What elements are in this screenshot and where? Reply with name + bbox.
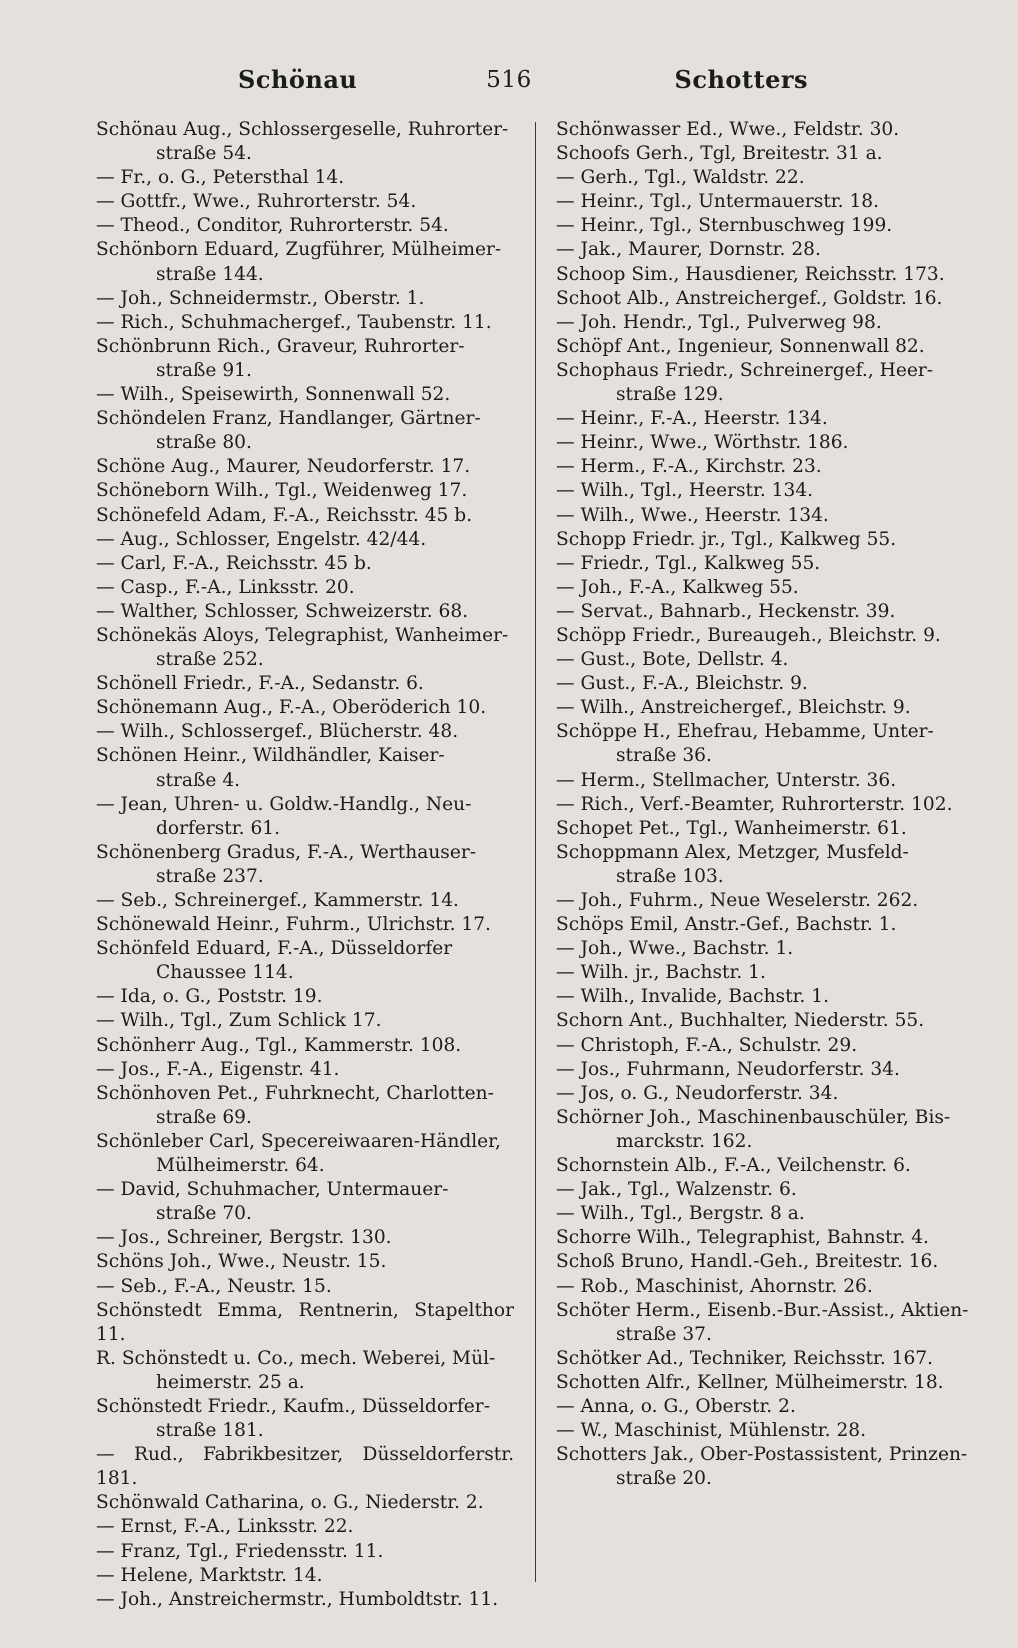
- directory-entry: [96, 696, 514, 720]
- entry-text: — Jos, o. G., Neudorferstr. 34.: [556, 1082, 839, 1104]
- entry-text: — Joh., Anstreichermstr., Humboldtstr. 11.: [96, 1588, 499, 1610]
- directory-entry: [96, 1540, 514, 1564]
- directory-entry: [556, 1034, 978, 1058]
- directory-entry: [96, 311, 514, 335]
- entry-text: — Theod., Conditor, Ruhrorterstr. 54.: [96, 215, 449, 237]
- entry-text: — Ida, o. G., Poststr. 19.: [96, 986, 323, 1008]
- entry-text: — Wilh., Invalide, Bachstr. 1.: [556, 986, 829, 1008]
- entry-text: — Heinr., Wwe., Wörthstr. 186.: [556, 432, 849, 454]
- entry-text: — Herm., F.-A., Kirchstr. 23.: [556, 456, 822, 478]
- directory-entry: [96, 1009, 514, 1033]
- entry-continuation: heimerstr. 25 a.: [156, 1371, 305, 1393]
- entry-text: Schophaus Friedr., Schreinergef., Heer-: [556, 359, 934, 381]
- directory-entry: [556, 431, 978, 455]
- entry-text: Schotten Alfr., Kellner, Mülheimerstr. 18.: [556, 1371, 944, 1393]
- entry-text: — Seb., F.-A., Neustr. 15.: [96, 1275, 332, 1297]
- entry-text: Schönstedt Friedr., Kaufm., Düsseldorfer-: [96, 1395, 490, 1417]
- directory-entry: [96, 913, 514, 937]
- entry-text: — Wilh., Wwe., Heerstr. 134.: [556, 504, 829, 526]
- entry-text: Schopet Pet., Tgl., Wanheimerstr. 61.: [556, 817, 907, 839]
- entry-text: — Franz, Tgl., Friedensstr. 11.: [96, 1540, 384, 1562]
- directory-entry: [556, 359, 978, 407]
- directory-entry: [556, 1226, 978, 1250]
- directory-entry: [556, 1009, 978, 1033]
- entry-text: Schöne Aug., Maurer, Neudorferstr. 17.: [96, 456, 471, 478]
- directory-entry: [556, 1371, 978, 1395]
- entry-text: — Walther, Schlosser, Schweizerstr. 68.: [96, 600, 469, 622]
- directory-entry: [556, 720, 978, 768]
- directory-entry: [96, 1130, 514, 1178]
- entry-text: Schönbrunn Rich., Graveur, Ruhrorter-: [96, 335, 465, 357]
- directory-entry: [96, 1275, 514, 1299]
- directory-entry: [556, 624, 978, 648]
- entry-continuation: straße 4.: [156, 769, 241, 791]
- directory-entry: [556, 479, 978, 503]
- directory-entry: [556, 552, 978, 576]
- entry-text: — Rich., Verf.-Beamter, Ruhrorterstr. 102.: [556, 793, 953, 815]
- entry-continuation: straße 103.: [616, 865, 724, 887]
- entry-text: — Fr., o. G., Petersthal 14.: [96, 167, 345, 189]
- entry-continuation: Chaussee 114.: [156, 962, 294, 984]
- directory-entry: [96, 1588, 514, 1612]
- directory-entry: [96, 166, 514, 190]
- entry-continuation: straße 20.: [616, 1468, 712, 1490]
- entry-text: Schöps Emil, Anstr.-Gef., Bachstr. 1.: [556, 914, 897, 936]
- entry-continuation: straße 129.: [616, 384, 724, 406]
- entry-text: Schorn Ant., Buchhalter, Niederstr. 55.: [556, 1010, 925, 1032]
- entry-continuation: straße 36.: [616, 745, 712, 767]
- right-column: [556, 118, 978, 1491]
- directory-entry: [96, 504, 514, 528]
- entry-text: Schönfeld Eduard, F.-A., Düsseldorfer: [96, 938, 453, 960]
- entry-text: — Rich., Schuhmachergef., Taubenstr. 11.: [96, 311, 492, 333]
- directory-entry: [556, 214, 978, 238]
- directory-entry: [556, 913, 978, 937]
- entry-text: Schoop Sim., Hausdiener, Reichsstr. 173.: [556, 263, 945, 285]
- entry-text: — Gust., F.-A., Bleichstr. 9.: [556, 673, 808, 695]
- directory-entry: [96, 1034, 514, 1058]
- entry-continuation: straße 37.: [616, 1323, 712, 1345]
- entry-continuation: Mülheimerstr. 64.: [156, 1155, 325, 1177]
- entry-text: — Wilh., Anstreichergef., Bleichstr. 9.: [556, 697, 911, 719]
- directory-entry: [556, 263, 978, 287]
- directory-entry: [556, 648, 978, 672]
- entry-text: Schönleber Carl, Specereiwaaren-Händler,: [96, 1130, 501, 1152]
- directory-entry: [96, 1058, 514, 1082]
- directory-entry: [556, 1347, 978, 1371]
- directory-entry: [96, 600, 514, 624]
- directory-entry: [556, 1443, 978, 1491]
- directory-entry: [556, 238, 978, 262]
- entry-continuation: marckstr. 162.: [616, 1130, 753, 1152]
- directory-entry: [96, 479, 514, 503]
- directory-entry: [556, 600, 978, 624]
- directory-entry: [96, 1347, 514, 1395]
- directory-entry: [556, 190, 978, 214]
- directory-entry: [556, 1154, 978, 1178]
- entry-text: — Gust., Bote, Dellstr. 4.: [556, 649, 789, 671]
- directory-entry: [556, 696, 978, 720]
- directory-entry: [96, 889, 514, 913]
- entry-text: Schönemann Aug., F.-A., Oberöderich 10.: [96, 697, 487, 719]
- directory-entry: [556, 528, 978, 552]
- entry-continuation: straße 80.: [156, 432, 252, 454]
- directory-entry: [556, 769, 978, 793]
- entry-text: Schotters Jak., Ober-Postassistent, Prinzen-: [556, 1444, 968, 1466]
- entry-text: Schornstein Alb., F.-A., Veilchenstr. 6.: [556, 1155, 911, 1177]
- entry-text: — Wilh., Tgl., Bergstr. 8 a.: [556, 1203, 805, 1225]
- left-column: [96, 118, 514, 1612]
- entry-text: — Anna, o. G., Oberstr. 2.: [556, 1395, 796, 1417]
- directory-entry: [556, 407, 978, 431]
- entry-continuation: straße 91.: [156, 359, 252, 381]
- entry-text: — Rud., Fabrikbesitzer, Düsseldorferstr. 181.: [96, 1444, 514, 1490]
- entry-text: Schönewald Heinr., Fuhrm., Ulrichstr. 17.: [96, 914, 491, 936]
- entry-text: Schöter Herm., Eisenb.-Bur.-Assist., Aktien-: [556, 1299, 969, 1321]
- entry-text: Schöndelen Franz, Handlanger, Gärtner-: [96, 408, 481, 430]
- entry-continuation: straße 237.: [156, 865, 264, 887]
- entry-text: — Christoph, F.-A., Schulstr. 29.: [556, 1034, 858, 1056]
- entry-text: — Aug., Schlosser, Engelstr. 42/44.: [96, 528, 427, 550]
- directory-entry: [96, 287, 514, 311]
- entry-text: — Wilh., Tgl., Zum Schlick 17.: [96, 1010, 382, 1032]
- entry-text: R. Schönstedt u. Co., mech. Weberei, Mül-: [96, 1347, 496, 1369]
- directory-entry: [96, 1082, 514, 1130]
- entry-continuation: straße 181.: [156, 1420, 264, 1442]
- directory-entry: [556, 1058, 978, 1082]
- directory-entry: [96, 214, 514, 238]
- directory-entry: [96, 672, 514, 696]
- directory-entry: [96, 1443, 514, 1491]
- directory-entry: [96, 1395, 514, 1443]
- directory-entry: [556, 142, 978, 166]
- entry-text: — Wilh., Speisewirth, Sonnenwall 52.: [96, 384, 451, 406]
- entry-text: — Joh., Fuhrm., Neue Weselerstr. 262.: [556, 890, 919, 911]
- directory-entry: [556, 311, 978, 335]
- entry-text: — Joh. Hendr., Tgl., Pulverweg 98.: [556, 311, 882, 333]
- column-divider: [535, 122, 536, 1582]
- entry-text: Schönenberg Gradus, F.-A., Werthauser-: [96, 841, 477, 863]
- directory-entry: [96, 744, 514, 792]
- entry-text: Schönen Heinr., Wildhändler, Kaiser-: [96, 745, 445, 767]
- directory-entry: [96, 528, 514, 552]
- entry-text: — Ernst, F.-A., Linksstr. 22.: [96, 1516, 354, 1538]
- entry-text: — Wilh., Tgl., Heerstr. 134.: [556, 480, 814, 502]
- directory-entry: [556, 455, 978, 479]
- directory-entry: [96, 1564, 514, 1588]
- directory-entry: [556, 1082, 978, 1106]
- entry-text: Schönell Friedr., F.-A., Sedanstr. 6.: [96, 673, 424, 695]
- entry-text: — Friedr., Tgl., Kalkweg 55.: [556, 552, 821, 574]
- entry-text: Schoot Alb., Anstreichergef., Goldstr. 16.: [556, 287, 943, 309]
- directory-entry: [556, 504, 978, 528]
- directory-entry: [96, 552, 514, 576]
- running-head-left: Schönau: [238, 65, 358, 94]
- directory-entry: [556, 961, 978, 985]
- directory-entry: [556, 1299, 978, 1347]
- entry-text: — Gerh., Tgl., Waldstr. 22.: [556, 167, 805, 189]
- directory-entry: [556, 166, 978, 190]
- directory-entry: [96, 190, 514, 214]
- entry-text: Schönekäs Aloys, Telegraphist, Wanheimer-: [96, 624, 509, 646]
- page-number: 516: [486, 67, 532, 93]
- entry-text: Schöns Joh., Wwe., Neustr. 15.: [96, 1251, 387, 1273]
- entry-text: Schoppmann Alex, Metzger, Musfeld-: [556, 841, 909, 863]
- directory-entry: [556, 1419, 978, 1443]
- directory-entry: [556, 287, 978, 311]
- entry-text: Schönstedt Emma, Rentnerin, Stapelthor 11.: [96, 1299, 514, 1345]
- directory-entry: [96, 720, 514, 744]
- entry-continuation: straße 70.: [156, 1203, 252, 1225]
- directory-entry: [96, 1226, 514, 1250]
- directory-entry: [96, 383, 514, 407]
- entry-continuation: straße 144.: [156, 263, 264, 285]
- entry-text: Schöpp Friedr., Bureaugeh., Bleichstr. 9.: [556, 624, 941, 646]
- entry-text: Schöppe H., Ehefrau, Hebamme, Unter-: [556, 721, 934, 743]
- entry-text: Schöpf Ant., Ingenieur, Sonnenwall 82.: [556, 335, 925, 357]
- entry-text: — David, Schuhmacher, Untermauer-: [96, 1179, 449, 1201]
- entry-text: — Jak., Tgl., Walzenstr. 6.: [556, 1179, 797, 1201]
- entry-continuation: straße 54.: [156, 143, 252, 165]
- entry-continuation: straße 252.: [156, 649, 264, 671]
- entry-text: — Herm., Stellmacher, Unterstr. 36.: [556, 769, 897, 791]
- entry-text: Schorre Wilh., Telegraphist, Bahnstr. 4.: [556, 1227, 929, 1249]
- directory-entry: [556, 118, 978, 142]
- directory-entry: [556, 1395, 978, 1419]
- entry-text: — Gottfr., Wwe., Ruhrorterstr. 54.: [96, 191, 417, 213]
- entry-text: — Joh., F.-A., Kalkweg 55.: [556, 576, 799, 598]
- entry-text: — Rob., Maschinist, Ahornstr. 26.: [556, 1275, 873, 1297]
- entry-continuation: straße 69.: [156, 1106, 252, 1128]
- directory-entry: [96, 1515, 514, 1539]
- directory-entry: [556, 1275, 978, 1299]
- directory-entry: [556, 889, 978, 913]
- entry-text: — Jos., Fuhrmann, Neudorferstr. 34.: [556, 1058, 900, 1080]
- directory-entry: [96, 985, 514, 1009]
- directory-entry: [96, 576, 514, 600]
- directory-entry: [96, 841, 514, 889]
- directory-entry: [96, 1491, 514, 1515]
- entry-text: Schönefeld Adam, F.-A., Reichsstr. 45 b.: [96, 504, 473, 526]
- directory-entry: [96, 407, 514, 455]
- entry-text: — Jak., Maurer, Dornstr. 28.: [556, 239, 821, 261]
- entry-text: — Heinr., Tgl., Untermauerstr. 18.: [556, 191, 880, 213]
- entry-text: — Wilh. jr., Bachstr. 1.: [556, 962, 766, 984]
- directory-entry: [96, 937, 514, 985]
- entry-text: Schönau Aug., Schlossergeselle, Ruhrorter-: [96, 119, 509, 140]
- entry-text: Schönwasser Ed., Wwe., Feldstr. 30.: [556, 119, 900, 140]
- directory-entry: [556, 817, 978, 841]
- directory-entry: [556, 576, 978, 600]
- directory-entry: [556, 1250, 978, 1274]
- directory-entry: [96, 624, 514, 672]
- directory-entry: [96, 793, 514, 841]
- directory-entry: [556, 1106, 978, 1154]
- directory-entry: [556, 1178, 978, 1202]
- entry-text: Schoß Bruno, Handl.-Geh., Breitestr. 16.: [556, 1251, 939, 1273]
- directory-entry: [556, 841, 978, 889]
- entry-text: Schönherr Aug., Tgl., Kammerstr. 108.: [96, 1034, 462, 1056]
- directory-entry: [96, 1178, 514, 1226]
- entry-text: — Servat., Bahnarb., Heckenstr. 39.: [556, 600, 896, 622]
- entry-text: — Wilh., Schlossergef., Blücherstr. 48.: [96, 721, 459, 743]
- entry-text: — Heinr., Tgl., Sternbuschweg 199.: [556, 215, 893, 237]
- entry-text: — Jean, Uhren- u. Goldw.-Handlg., Neu-: [96, 793, 472, 815]
- entry-text: — Jos., F.-A., Eigenstr. 41.: [96, 1058, 340, 1080]
- entry-text: Schönwald Catharina, o. G., Niederstr. 2.: [96, 1492, 484, 1514]
- directory-entry: [556, 793, 978, 817]
- entry-text: — Casp., F.-A., Linksstr. 20.: [96, 576, 355, 598]
- entry-text: Schoofs Gerh., Tgl, Breitestr. 31 a.: [556, 143, 883, 165]
- entry-text: — Joh., Schneidermstr., Oberstr. 1.: [96, 287, 425, 309]
- entry-text: Schönborn Eduard, Zugführer, Mülheimer-: [96, 239, 502, 261]
- entry-text: — W., Maschinist, Mühlenstr. 28.: [556, 1420, 867, 1442]
- entry-text: Schöneborn Wilh., Tgl., Weidenweg 17.: [96, 480, 468, 502]
- entry-text: Schönhoven Pet., Fuhrknecht, Charlotten-: [96, 1082, 494, 1104]
- directory-entry: [96, 1299, 514, 1347]
- entry-text: Schopp Friedr. jr., Tgl., Kalkweg 55.: [556, 528, 897, 550]
- entry-continuation: dorferstr. 61.: [156, 817, 281, 839]
- directory-entry: [96, 335, 514, 383]
- entry-text: — Joh., Wwe., Bachstr. 1.: [556, 938, 794, 960]
- directory-entry: [96, 238, 514, 286]
- directory-entry: [96, 455, 514, 479]
- running-head-right: Schotters: [674, 65, 808, 94]
- directory-entry: [556, 1202, 978, 1226]
- directory-entry: [556, 335, 978, 359]
- entry-text: Schötker Ad., Techniker, Reichsstr. 167.: [556, 1347, 934, 1369]
- directory-entry: [96, 1250, 514, 1274]
- directory-entry: [556, 985, 978, 1009]
- entry-text: Schörner Joh., Maschinenbauschüler, Bis-: [556, 1106, 951, 1128]
- entry-text: — Heinr., F.-A., Heerstr. 134.: [556, 408, 828, 430]
- entry-text: — Seb., Schreinergef., Kammerstr. 14.: [96, 890, 459, 911]
- entry-text: — Carl, F.-A., Reichsstr. 45 b.: [96, 552, 372, 574]
- entry-text: — Helene, Marktstr. 14.: [96, 1564, 323, 1586]
- directory-entry: [96, 118, 514, 166]
- directory-entry: [556, 937, 978, 961]
- directory-entry: [556, 672, 978, 696]
- entry-text: — Jos., Schreiner, Bergstr. 130.: [96, 1227, 392, 1249]
